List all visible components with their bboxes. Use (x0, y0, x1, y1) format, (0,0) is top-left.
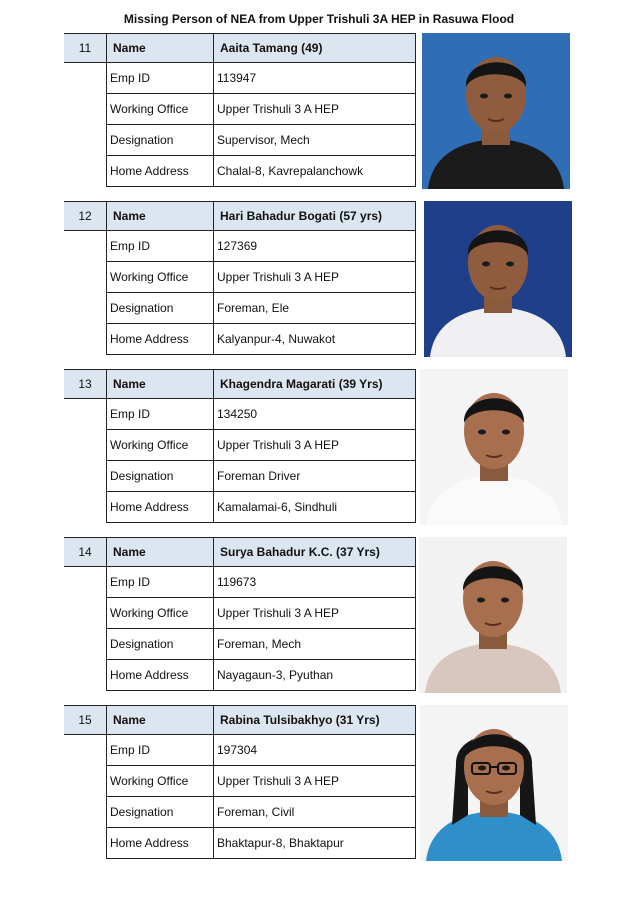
home-address-label: Home Address (107, 660, 214, 691)
designation-value: Foreman, Civil (214, 797, 416, 828)
page-title: Missing Person of NEA from Upper Trishuli 3A HEP in Rasuwa Flood (123, 12, 515, 26)
designation-value: Foreman, Ele (214, 293, 416, 324)
person-table (106, 369, 416, 523)
designation-value: Supervisor, Mech (214, 125, 416, 156)
person-photo (420, 705, 568, 861)
person-table (106, 201, 416, 355)
working-office-label: Working Office (107, 598, 214, 629)
person-table (106, 33, 416, 187)
home-address-label: Home Address (107, 828, 214, 859)
emp-id-value: 197304 (214, 735, 416, 766)
person-photo (422, 33, 570, 189)
working-office-label: Working Office (107, 430, 214, 461)
name-label: Name (107, 370, 214, 399)
home-address-value: Bhaktapur-8, Bhaktapur (214, 828, 416, 859)
name-label: Name (107, 706, 214, 735)
home-address-value: Nayagaun-3, Pyuthan (214, 660, 416, 691)
record-index: 13 (64, 369, 106, 399)
name-label: Name (107, 34, 214, 63)
name-label: Name (107, 538, 214, 567)
record-index: 14 (64, 537, 106, 567)
home-address-value: Chalal-8, Kavrepalanchowk (214, 156, 416, 187)
working-office-label: Working Office (107, 766, 214, 797)
home-address-label: Home Address (107, 156, 214, 187)
designation-label: Designation (107, 797, 214, 828)
emp-id-label: Emp ID (107, 231, 214, 262)
person-photo (419, 537, 567, 693)
person-name: Khagendra Magarati (39 Yrs) (214, 370, 416, 399)
working-office-value: Upper Trishuli 3 A HEP (214, 94, 416, 125)
designation-value: Foreman, Mech (214, 629, 416, 660)
working-office-value: Upper Trishuli 3 A HEP (214, 766, 416, 797)
designation-label: Designation (107, 125, 214, 156)
name-label: Name (107, 202, 214, 231)
emp-id-value: 127369 (214, 231, 416, 262)
emp-id-label: Emp ID (107, 63, 214, 94)
emp-id-value: 113947 (214, 63, 416, 94)
designation-label: Designation (107, 293, 214, 324)
designation-label: Designation (107, 461, 214, 492)
home-address-label: Home Address (107, 324, 214, 355)
working-office-label: Working Office (107, 262, 214, 293)
person-record (0, 369, 638, 529)
person-record (0, 33, 638, 193)
emp-id-label: Emp ID (107, 735, 214, 766)
person-record (0, 537, 638, 697)
emp-id-label: Emp ID (107, 399, 214, 430)
designation-value: Foreman Driver (214, 461, 416, 492)
emp-id-value: 119673 (214, 567, 416, 598)
person-name: Aaita Tamang (49) (214, 34, 416, 63)
home-address-label: Home Address (107, 492, 214, 523)
person-name: Rabina Tulsibakhyo (31 Yrs) (214, 706, 416, 735)
designation-label: Designation (107, 629, 214, 660)
record-index: 11 (64, 33, 106, 63)
record-index: 15 (64, 705, 106, 735)
working-office-label: Working Office (107, 94, 214, 125)
record-index: 12 (64, 201, 106, 231)
person-name: Surya Bahadur K.C. (37 Yrs) (214, 538, 416, 567)
person-table (106, 705, 416, 859)
home-address-value: Kamalamai-6, Sindhuli (214, 492, 416, 523)
emp-id-value: 134250 (214, 399, 416, 430)
person-photo (420, 369, 568, 525)
home-address-value: Kalyanpur-4, Nuwakot (214, 324, 416, 355)
working-office-value: Upper Trishuli 3 A HEP (214, 430, 416, 461)
person-name: Hari Bahadur Bogati (57 yrs) (214, 202, 416, 231)
working-office-value: Upper Trishuli 3 A HEP (214, 598, 416, 629)
emp-id-label: Emp ID (107, 567, 214, 598)
person-record (0, 201, 638, 361)
person-photo (424, 201, 572, 357)
person-record (0, 705, 638, 865)
working-office-value: Upper Trishuli 3 A HEP (214, 262, 416, 293)
person-table (106, 537, 416, 691)
